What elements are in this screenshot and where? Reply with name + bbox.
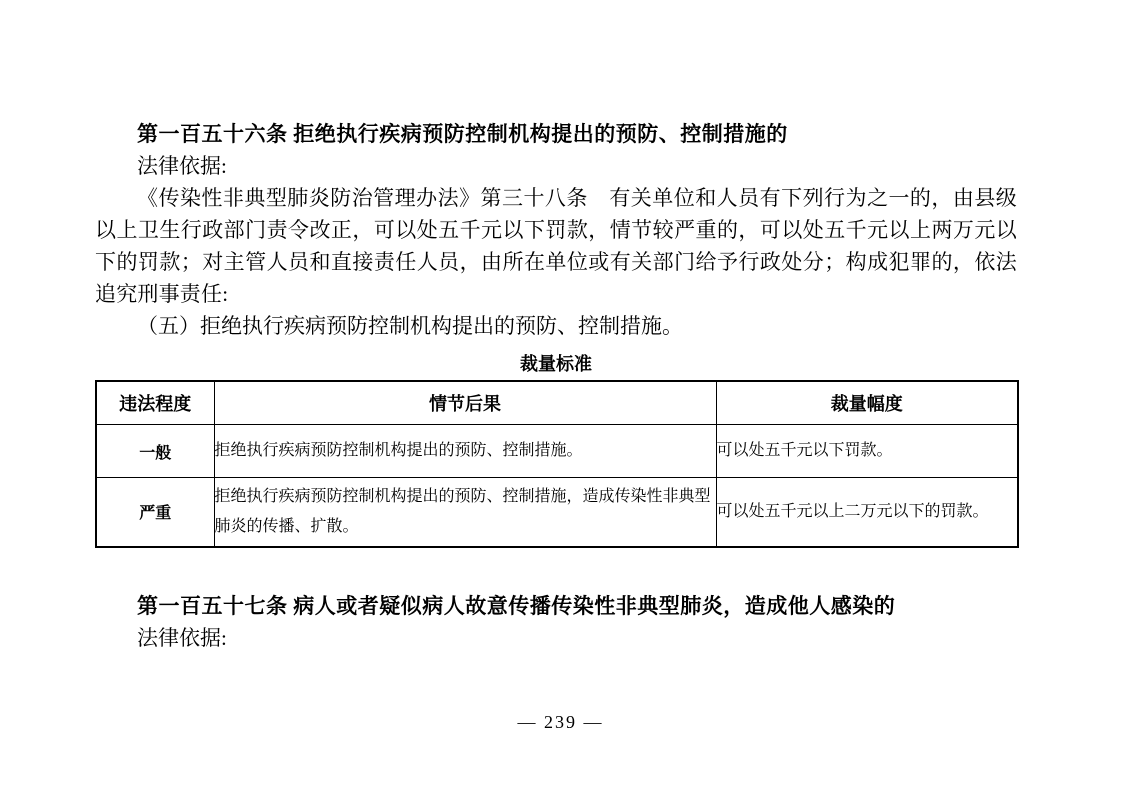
legal-basis-label-2: 法律依据: [137,625,227,650]
header-discretion-range: 裁量幅度 [716,381,1018,425]
table-caption: 裁量标准 [520,354,592,374]
article-156-legal-paragraph: 《传染性非典型肺炎防治管理办法》第三十八条 有关单位和人员有下列行为之一的，由县级以上卫生行政部门责令改正，可以处五千元以下罚款，情节较严重的，可以处五千元以上两万元以下的罚款；对主管人员和直接责任人员，由所在单位或有关部门给予行政处分；构成犯罪的，依法追究刑事责任: [95,186,1017,306]
page-content [95,118,1017,654]
cell-range-severe: 可以处五千元以上二万元以下的罚款。 [716,478,1018,547]
header-violation-degree: 违法程度 [96,381,214,425]
cell-consequence-general: 拒绝执行疾病预防控制机构提出的预防、控制措施。 [214,425,716,478]
legal-basis-label-1: 法律依据: [137,154,227,178]
discretion-standard-table [95,380,1019,548]
header-circumstance-consequence: 情节后果 [214,381,716,425]
page-number: — 239 — [517,712,604,732]
table-row [96,425,1018,478]
cell-range-general: 可以处五千元以下罚款。 [716,425,1018,478]
cell-degree-general: 一般 [96,425,214,478]
table-header-row [96,381,1018,425]
cell-consequence-severe: 拒绝执行疾病预防控制机构提出的预防、控制措施，造成传染性非典型肺炎的传播、扩散。 [214,478,716,547]
article-157-title: 第一百五十七条 病人或者疑似病人故意传播传染性非典型肺炎，造成他人感染的 [137,593,896,618]
table-row [96,478,1018,547]
cell-degree-severe: 严重 [96,478,214,547]
article-156-title: 第一百五十六条 拒绝执行疾病预防控制机构提出的预防、控制措施的 [137,122,788,146]
article-156-item-5: （五）拒绝执行疾病预防控制机构提出的预防、控制措施。 [137,314,683,338]
